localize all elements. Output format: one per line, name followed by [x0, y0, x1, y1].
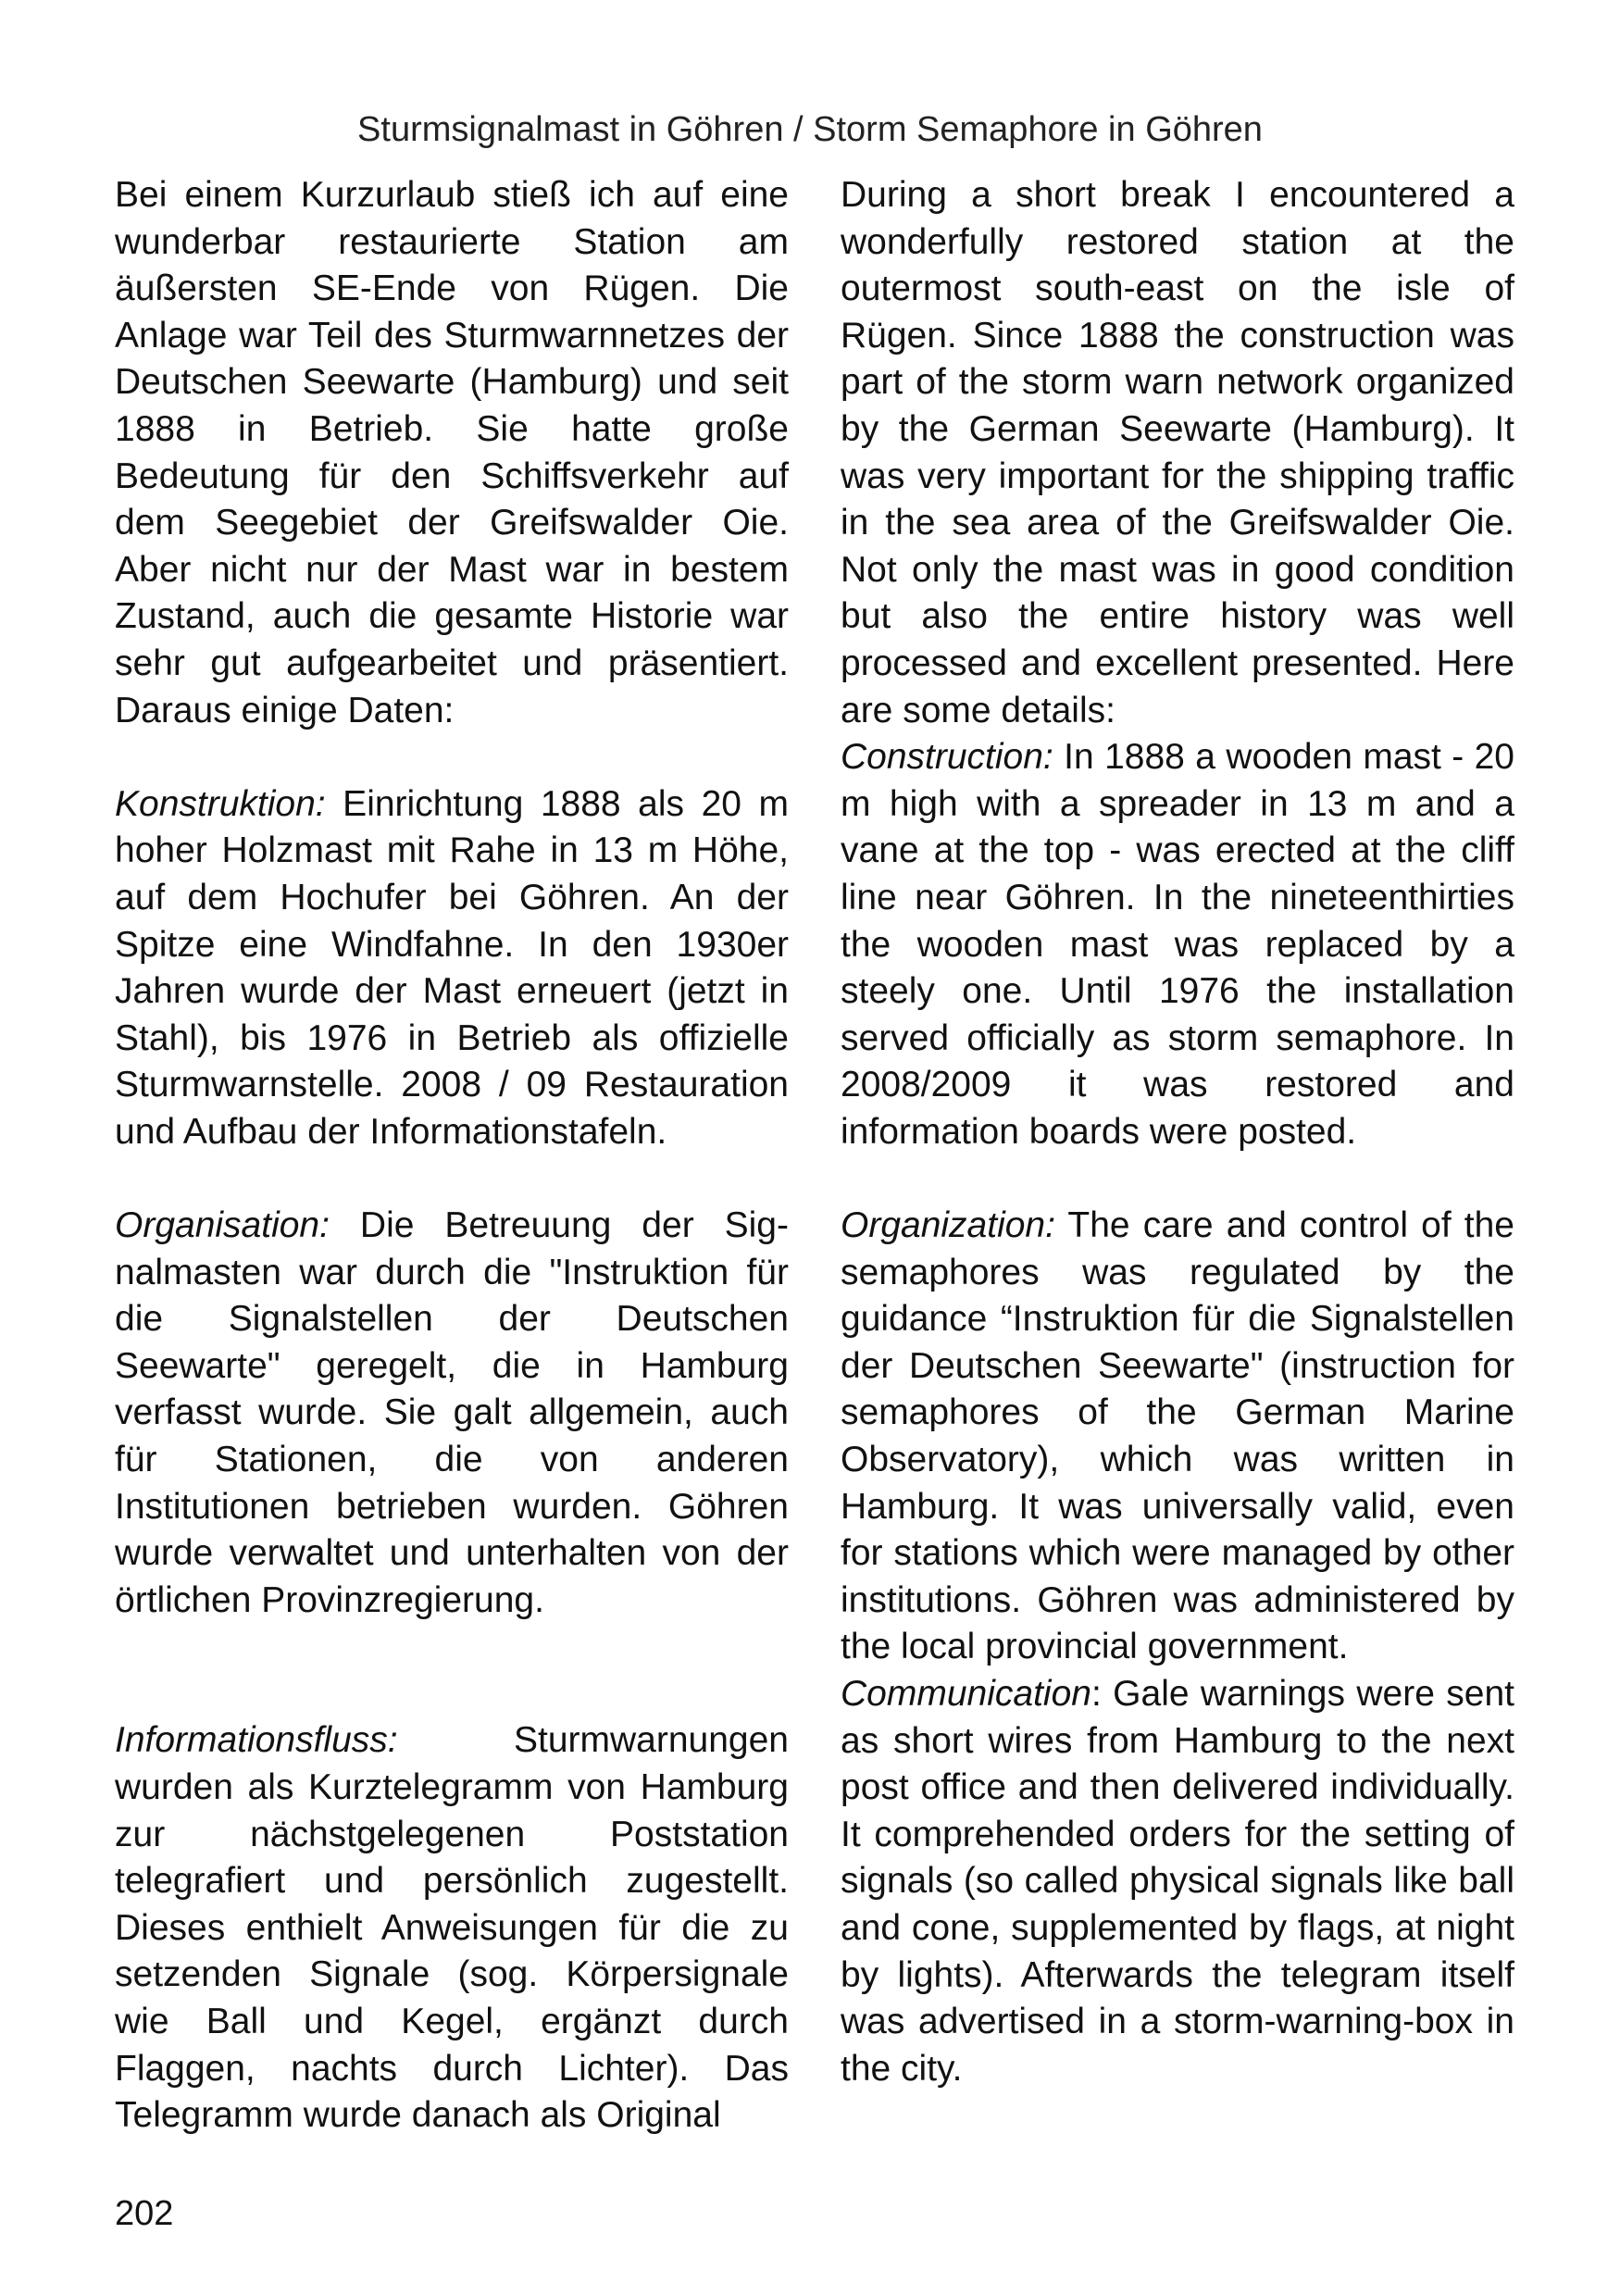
german-intro-text: Bei einem Kurzurlaub stieß ich auf eine wunderbar restaurierte Station am äußersten SE-Ende von Rügen. Die Anlage war Teil des Sturmwarnnetzes der Deutschen Seewarte (Hamburg) und seit 1888 in Betrieb. Sie hatte große Bedeutung für den Schiffsverkehr auf dem Seegebiet der Greifswalder Oie. Aber nicht nur der Mast war in bestem Zustand, auch die gesamte Historie war sehr gut aufgearbeitet und präsentiert. Daraus einige Daten:: [115, 175, 789, 730]
english-intro-paragraph: [841, 172, 1514, 734]
german-organisation-paragraph: [115, 1203, 789, 1624]
german-construction-paragraph: [115, 781, 789, 1156]
german-construction-term: Konstruktion:: [115, 783, 326, 824]
english-communication-paragraph: [841, 1671, 1514, 2092]
german-information-term: Informationsfluss:: [115, 1720, 398, 1761]
english-construction-term: Construction:: [841, 737, 1053, 778]
german-column: [115, 172, 789, 2140]
german-construction-text: Einrichtung 1888 als 20 m hoher Holzmast mit Rahe in 13 m Höhe, auf dem Hochufer bei Göhren. An der Spitze eine Windfahne. In den 1930er Jahren wurde der Mast erneuert (jetzt in Stahl), bis 1976 in Betrieb als offizielle Sturmwarnstelle. 2008 / 09 Restauration und Aufbau der Informationstafeln.: [115, 783, 789, 1152]
german-intro-paragraph: [115, 172, 789, 734]
german-information-text: Sturmwarnungen wurden als Kurztelegramm von Hamburg zur nächstgelegenen Poststation telegrafiert und persönlich zugestellt. Dieses enthielt Anweisungen für die zu setzenden Signale (sog. Körpersignale wie Ball und Kegel, ergänzt durch Flaggen, nachts durch Lichter). Das Telegramm wurde danach als Original: [115, 1720, 789, 2136]
page-number: 202: [115, 2194, 174, 2233]
english-column: [841, 172, 1514, 2092]
english-organization-term: Organization:: [841, 1205, 1055, 1246]
english-intro-text: During a short break I encountered a wonderfully restored station at the outermost south-east on the isle of Rügen. Since 1888 the construction was part of the storm warn network organized by the German Seewarte (Hamburg). It was very important for the shipping traffic in the sea area of the Greifswalder Oie. Not only the mast was in good condition but also the entire history was well processed and excellent presented. Here are some details:: [841, 175, 1514, 730]
running-title: Sturmsignalmast in Göhren / Storm Semaphore in Göhren: [357, 110, 1263, 149]
english-communication-term: Communication: [841, 1674, 1091, 1714]
english-organization-text: The care and control of the semaphores was regulated by the guidance “Instruktion für die Signalstellen der Deutschen Seewarte" (instruction for semaphores of the German Marine Observatory), which was written in Hamburg. It was universally valid, even for stations which were managed by other institutions. Göhren was administered by the local provincial government.: [841, 1205, 1514, 1667]
english-construction-paragraph: [841, 734, 1514, 1155]
german-organisation-term: Organisation:: [115, 1205, 330, 1246]
english-organization-paragraph: [841, 1203, 1514, 1671]
english-communication-text: : Gale warnings were sent as short wires from Hamburg to the next post office and then delivered individually. It comprehended orders for the setting of signals (so called physical signals like ball and cone, supplemented by flags, at night by lights). Afterwards the telegram itself was advertised in a storm-warning-box in the city.: [841, 1674, 1514, 2089]
english-construction-text: In 1888 a wooden mast - 20 m high with a spreader in 13 m and a vane at the top - was erected at the cliff line near Göhren. In the nineteenthirties the wooden mast was replaced by a steely one. Until 1976 the installation served officially as storm semaphore. In 2008/2009 it was restored and information boards were posted.: [841, 737, 1514, 1152]
german-organisation-text: Die Betreuung der Signalmasten war durch die "Instruktion für die Signalstellen der Deutschen Seewarte" geregelt, die in Hamburg verfasst wurde. Sie galt allgemein, auch für Stationen, die von anderen Institutionen betrieben wurden. Göhren wurde verwaltet und unterhalten von der örtlichen Provinzregierung.: [115, 1205, 789, 1620]
german-information-paragraph: [115, 1717, 789, 2139]
